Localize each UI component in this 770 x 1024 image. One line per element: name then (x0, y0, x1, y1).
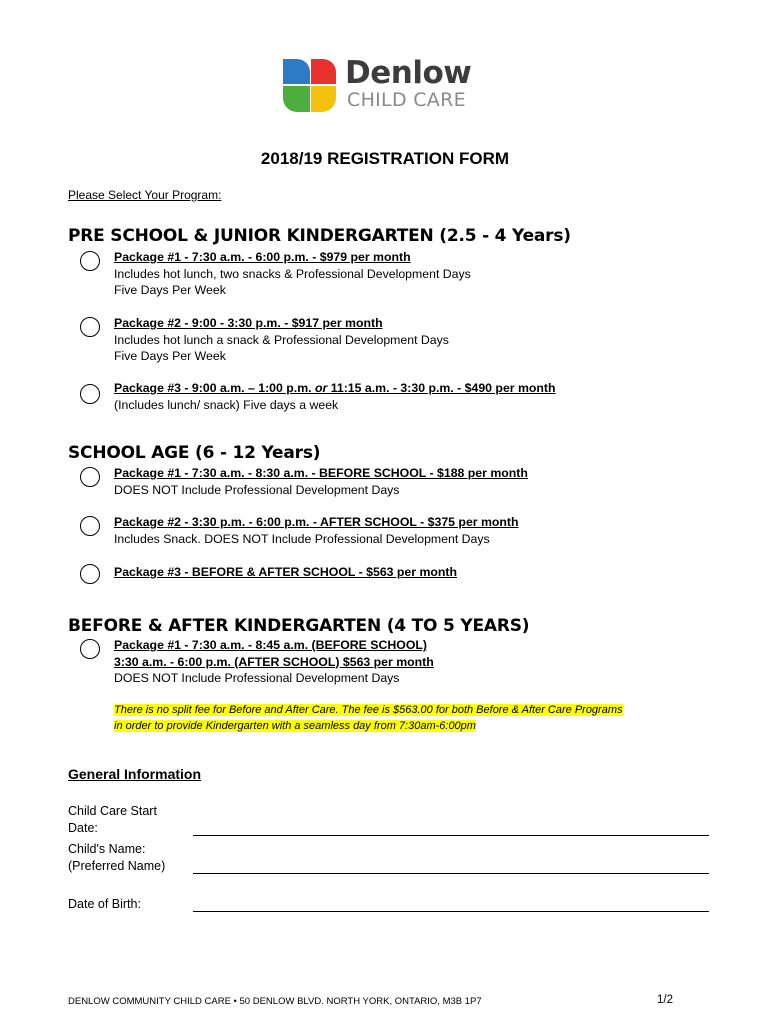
package-detail: Five Days Per Week (114, 283, 226, 297)
label-line: Date: (68, 821, 98, 835)
package-title (114, 380, 556, 397)
package-detail: Five Days Per Week (114, 349, 226, 363)
preschool-package-2 (114, 315, 449, 365)
school-age-package-1 (114, 465, 528, 498)
fee-note-line: in order to provide Kindergarten with a seamless day from 7:30am-6:00pm (114, 719, 476, 732)
start-date-label (68, 803, 157, 837)
package-title-part: Package #3 - 9:00 a.m. – 1:00 p.m. (114, 381, 315, 395)
date-of-birth-field[interactable] (193, 911, 709, 912)
preschool-package-3 (114, 380, 556, 413)
date-of-birth-label (68, 896, 141, 913)
package-title-line-2: 3:30 a.m. - 6:00 p.m. (AFTER SCHOOL) $563 per month (114, 654, 434, 669)
kindergarten-package-1 (114, 637, 434, 687)
package-title: Package #2 - 9:00 - 3:30 p.m. - $917 per month (114, 316, 383, 330)
kindergarten-package-1-radio[interactable] (80, 639, 100, 659)
label-line: Child Care Start (68, 804, 157, 818)
childs-name-label (68, 841, 165, 875)
package-detail: Includes hot lunch a snack & Professional Development Days (114, 332, 449, 347)
preschool-package-2-radio[interactable] (80, 317, 100, 337)
preschool-package-1-radio[interactable] (80, 251, 100, 271)
childs-name-field[interactable] (193, 873, 709, 874)
denlow-logo (283, 56, 473, 114)
general-information-heading: General Information (68, 766, 202, 782)
school-age-package-3-radio[interactable] (80, 564, 100, 584)
program-prompt: Please Select Your Program: (68, 188, 222, 202)
logo-wordmark: Denlow (345, 55, 472, 91)
school-age-package-2 (114, 514, 519, 547)
package-detail: DOES NOT Include Professional Development Days (114, 482, 400, 497)
form-title: 2018/19 REGISTRATION FORM (260, 149, 510, 168)
package-title: Package #3 - BEFORE & AFTER SCHOOL - $563 per month (114, 565, 458, 579)
package-title: Package #1 - 7:30 a.m. - 8:45 a.m. (BEFORE SCHOOL) (114, 638, 427, 652)
preschool-package-3-radio[interactable] (80, 384, 100, 404)
school-age-package-3 (114, 564, 457, 581)
fee-note-line: There is no split fee for Before and After Care. The fee is $563.00 for both Before & After Care Programs (114, 704, 623, 716)
school-age-package-2-radio[interactable] (80, 516, 100, 536)
package-detail: DOES NOT Include Professional Development Days (114, 671, 400, 685)
preschool-package-1 (114, 249, 471, 299)
logo-subtitle: CHILD CARE (347, 89, 466, 111)
fee-note (114, 703, 714, 734)
label-line: Child's Name: (68, 842, 146, 856)
section-preschool-heading: PRE SCHOOL & JUNIOR KINDERGARTEN (2.5 - 4 Years) (68, 226, 571, 246)
label-line: (Preferred Name) (68, 859, 166, 873)
start-date-field[interactable] (193, 835, 709, 836)
logo-mark-icon (283, 58, 339, 114)
package-title: Package #1 - 7:30 a.m. - 8:30 a.m. - BEFORE SCHOOL - $188 per month (114, 466, 528, 480)
school-age-package-1-radio[interactable] (80, 467, 100, 487)
package-title-or: or (314, 381, 328, 395)
section-kindergarten-heading: BEFORE & AFTER KINDERGARTEN (4 TO 5 YEARS) (68, 616, 530, 636)
label-line: Date of Birth: (68, 897, 141, 911)
package-title-part: 11:15 a.m. - 3:30 p.m. - $490 per month (327, 381, 556, 395)
package-title: Package #2 - 3:30 p.m. - 6:00 p.m. - AFTER SCHOOL - $375 per month (114, 515, 519, 529)
package-detail: Includes Snack. DOES NOT Include Professional Development Days (114, 531, 490, 546)
package-detail: Includes hot lunch, two snacks & Professional Development Days (114, 266, 471, 281)
footer-address: DENLOW COMMUNITY CHILD CARE • 50 DENLOW BLVD. NORTH YORK, ONTARIO, M3B 1P7 (68, 996, 482, 1007)
section-school-age-heading: SCHOOL AGE (6 - 12 Years) (68, 443, 321, 463)
page-number: 1/2 (657, 994, 673, 1006)
package-title: Package #1 - 7:30 a.m. - 6:00 p.m. - $979 per month (114, 250, 411, 264)
package-detail: (Includes lunch/ snack) Five days a week (114, 397, 339, 412)
